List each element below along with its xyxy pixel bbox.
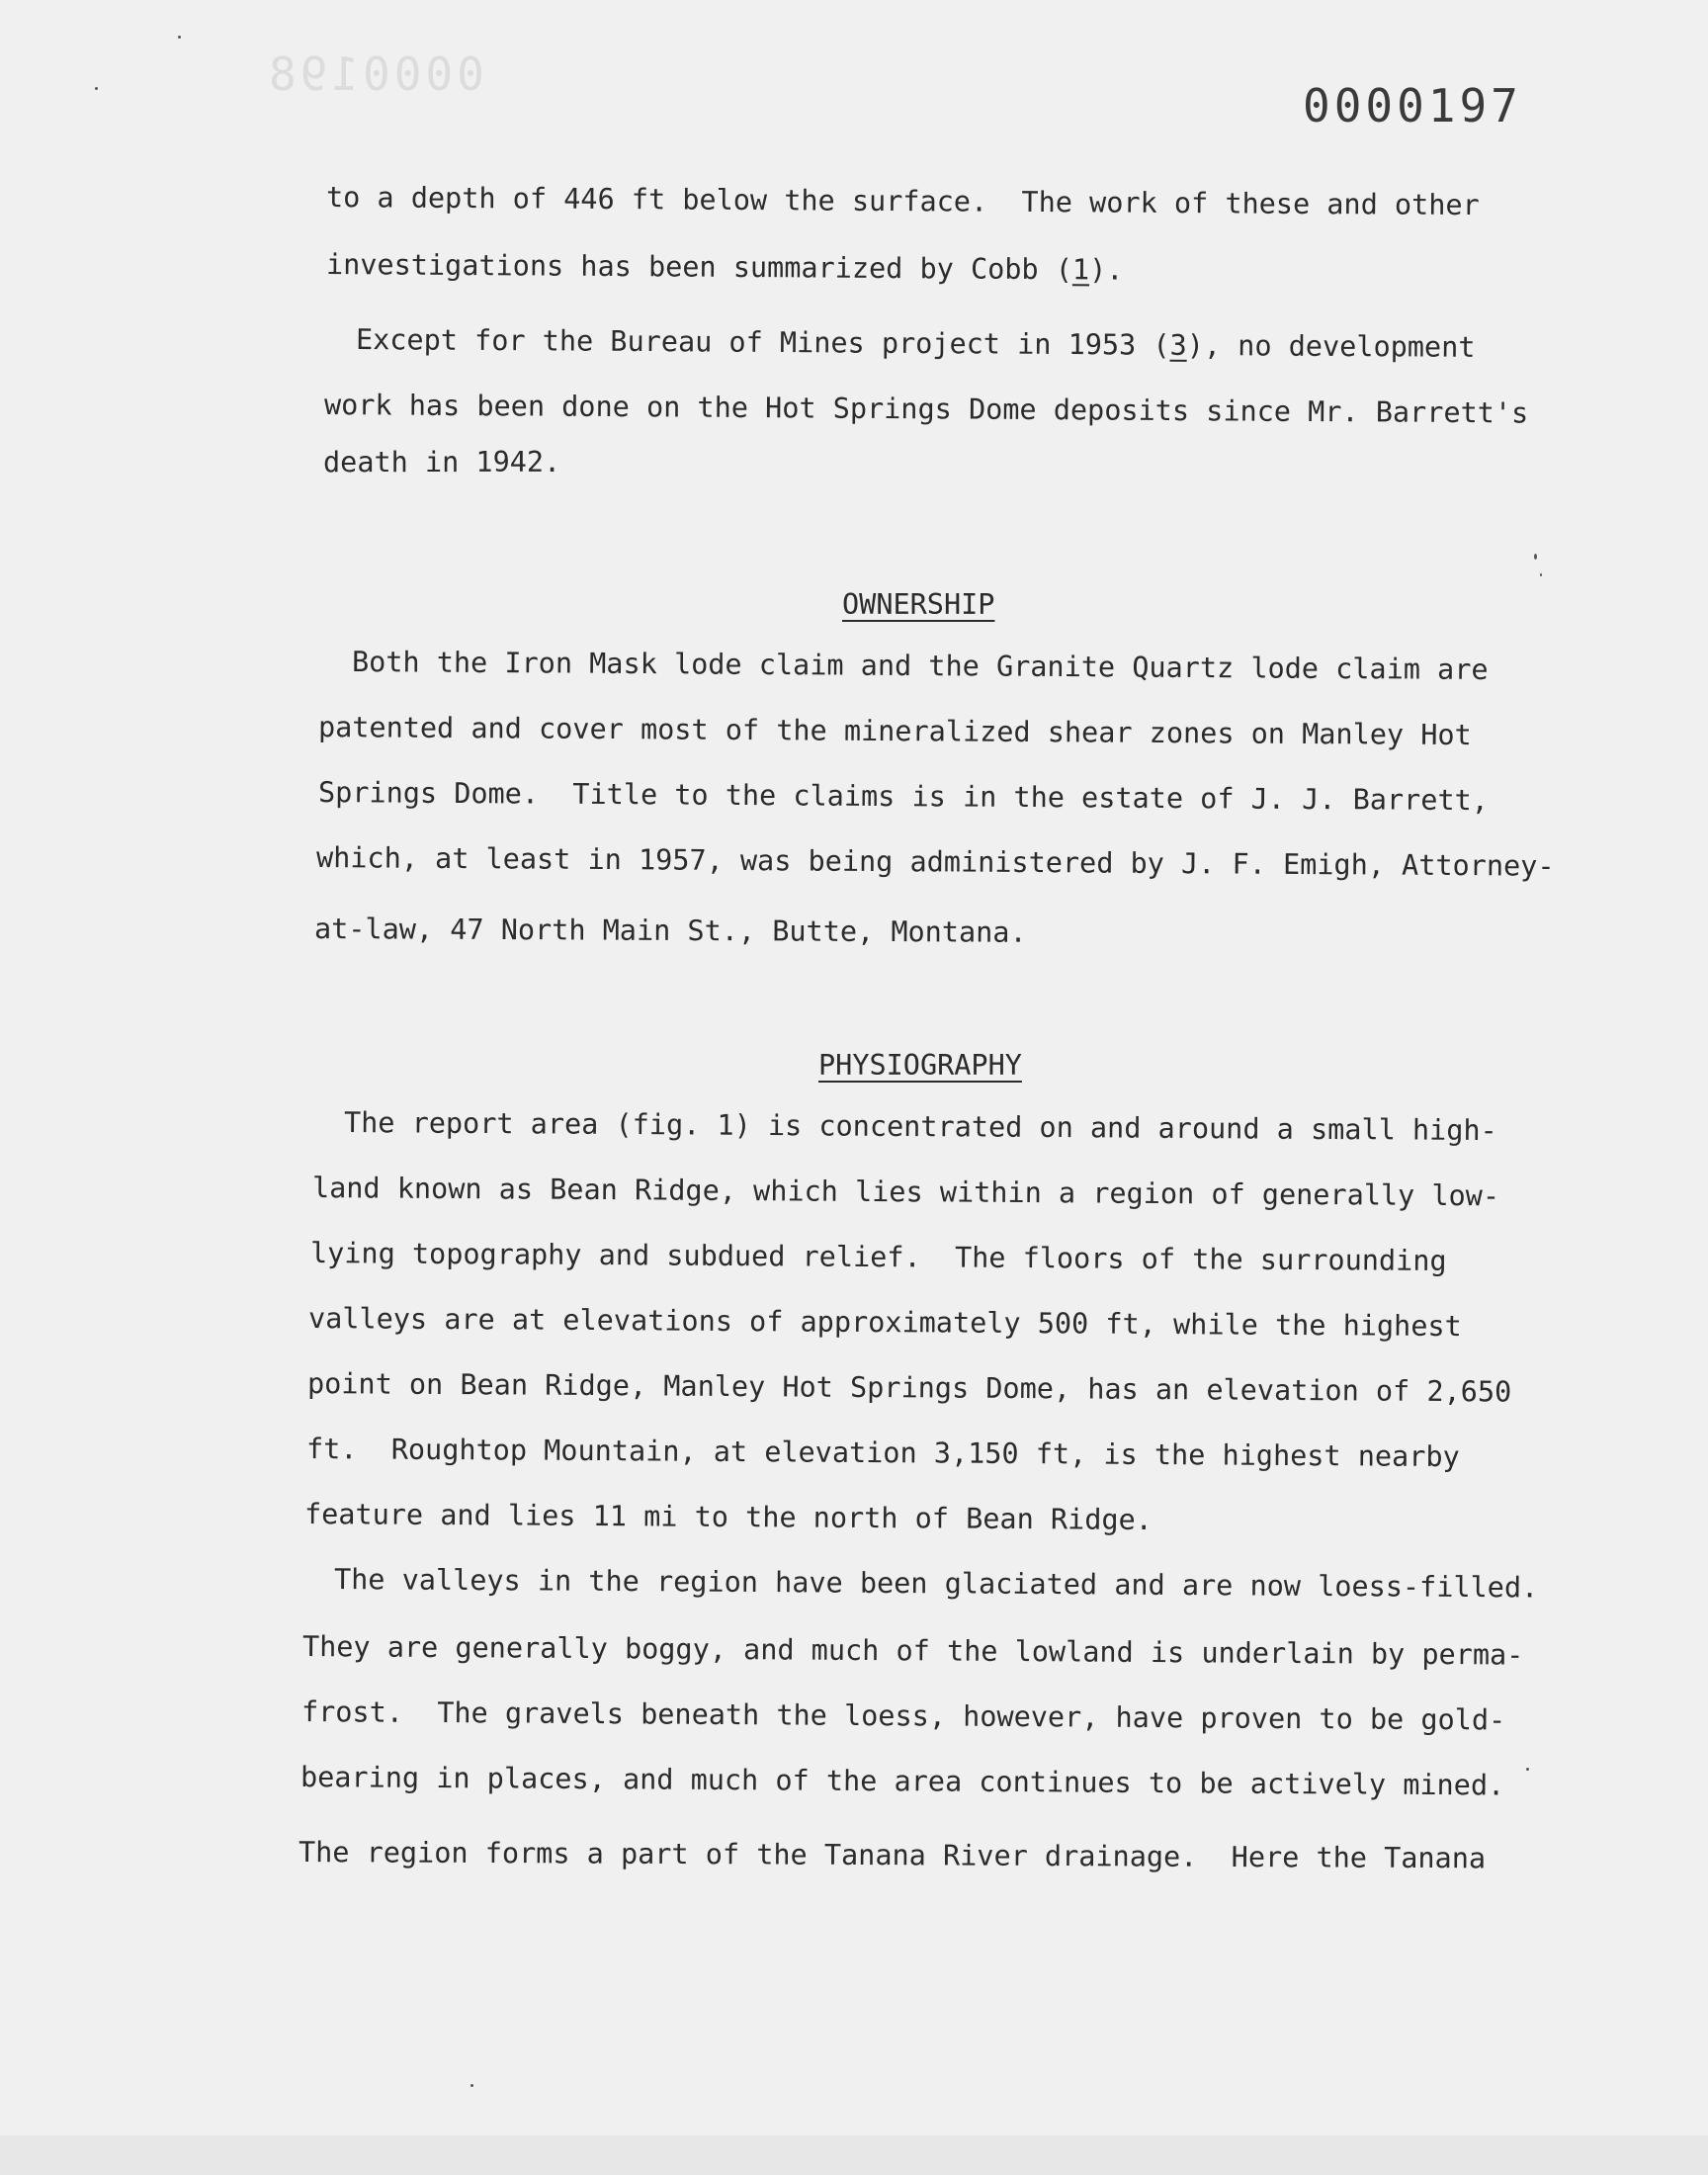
text-line: to a depth of 446 ft below the surface. The work of these and other (325, 181, 1480, 222)
text-line: Springs Dome. Title to the claims is in the estate of J. J. Barrett, (317, 776, 1490, 818)
scan-speck (1540, 573, 1542, 576)
text-line: ft. Roughtop Mountain, at elevation 3,150 ft, is the highest nearby (305, 1433, 1460, 1474)
scan-speck (1526, 1768, 1529, 1771)
text-line: point on Bean Ridge, Manley Hot Springs Dome, has an elevation of 2,650 (306, 1367, 1512, 1409)
text-line: The report area (fig. 1) is concentrated on and around a small high- (343, 1106, 1497, 1148)
text-line: at-law, 47 North Main St., Butte, Montana. (313, 913, 1027, 949)
text-line: The valleys in the region have been glaciated and are now loess-filled. (333, 1563, 1539, 1605)
text-line: The region forms a part of the Tanana River drainage. Here the Tanana (298, 1836, 1487, 1875)
text-line: frost. The gravels beneath the loess, however, have proven to be gold- (300, 1696, 1506, 1737)
text-line: Except for the Bureau of Mines project in 1953 (3), no development (355, 323, 1476, 364)
text-line: death in 1942. (323, 446, 561, 478)
text-line: Both the Iron Mask lode claim and the Granite Quartz lode claim are (351, 646, 1489, 687)
reference-number: 1 (1071, 253, 1090, 287)
text-line: feature and lies 11 mi to the north of Bean Ridge. (303, 1498, 1153, 1536)
section-heading-ownership: OWNERSHIP (842, 588, 995, 621)
text-line: bearing in places, and much of the area continues to be actively mined. (299, 1761, 1505, 1802)
text-line: patented and cover most of the mineralized shear zones on Manley Hot (317, 711, 1472, 752)
scan-speck (1534, 554, 1537, 560)
text-line: work has been done on the Hot Springs Dome deposits since Mr. Barrett's (323, 389, 1529, 430)
text-line: which, at least in 1957, was being administered by J. F. Emigh, Attorney- (315, 841, 1555, 883)
reference-number: 3 (1169, 328, 1187, 362)
text-line: lying topography and subdued relief. The floors of the surrounding (309, 1237, 1447, 1278)
bleed-through-number: 0000198 (265, 47, 484, 101)
scan-bottom-edge (0, 2135, 1708, 2175)
text-line: investigations has been summarized by Cobb (1). (325, 248, 1124, 287)
page-number: 0000197 (1303, 79, 1522, 132)
section-heading-physiography: PHYSIOGRAPHY (818, 1049, 1022, 1082)
scan-speck (178, 36, 181, 39)
text-line: land known as Bean Ridge, which lies within a region of generally low- (311, 1172, 1500, 1213)
text-line: valleys are at elevations of approximately 500 ft, while the highest (307, 1302, 1462, 1344)
scan-speck (95, 87, 98, 90)
scan-speck (470, 2084, 473, 2087)
text-line: They are generally boggy, and much of the lowland is underlain by perma- (301, 1630, 1524, 1672)
